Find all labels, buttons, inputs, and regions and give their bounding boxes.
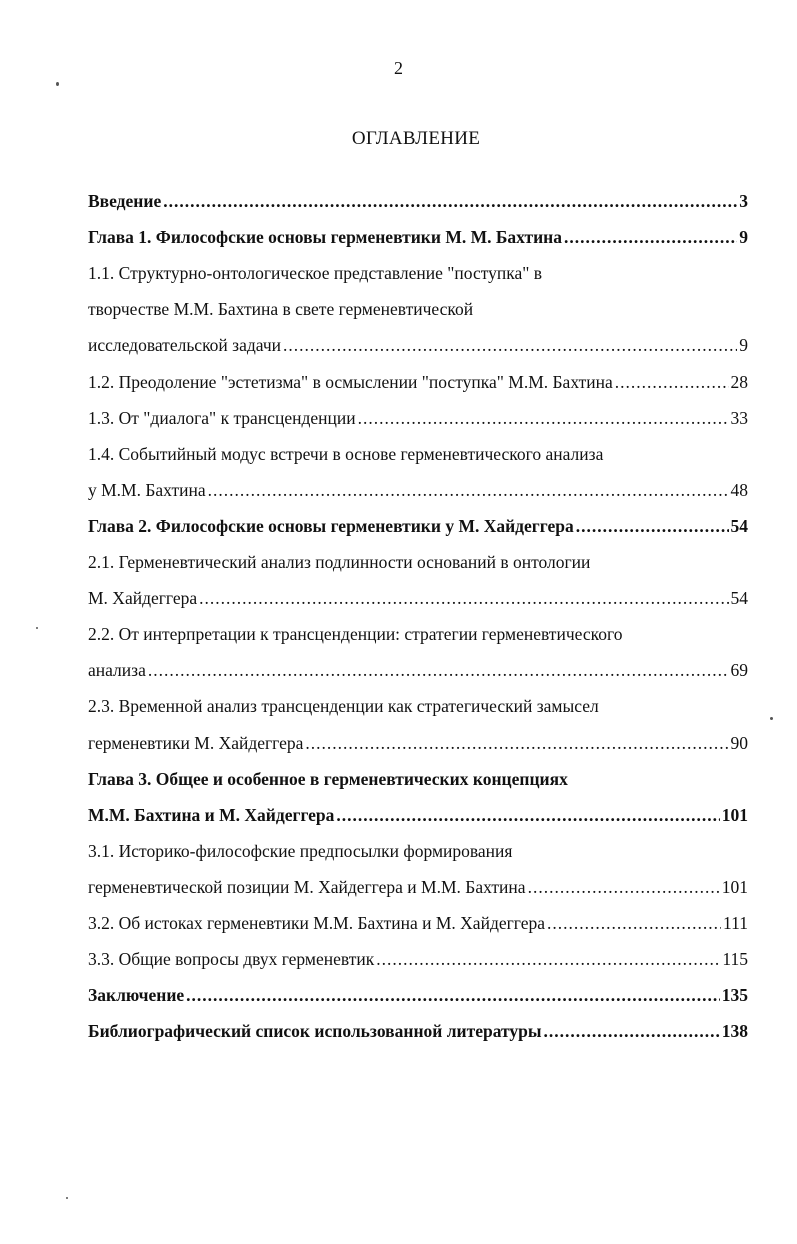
scan-speck xyxy=(66,1197,68,1199)
toc-entry-line xyxy=(88,948,748,970)
toc-entry-page: 3 xyxy=(739,191,748,211)
toc-entry-page: 33 xyxy=(730,407,748,428)
toc-leader-dots xyxy=(186,984,720,1006)
toc-entry-text: у М.М. Бахтина xyxy=(88,479,206,500)
toc-entry-page: 69 xyxy=(730,660,748,681)
toc-entry-line xyxy=(88,298,748,320)
toc-entry-line xyxy=(88,190,748,212)
toc-entry-text: М. Хайдеггера xyxy=(88,588,198,609)
scan-speck xyxy=(36,627,38,629)
toc-entry-line xyxy=(88,804,748,826)
toc-entry-page: 54 xyxy=(730,515,748,536)
toc-entry-page: 48 xyxy=(730,479,748,500)
toc-entry-text: исследовательской задачи xyxy=(88,335,281,356)
toc-entry-text: 3.3. Общие вопросы двух герменевтик xyxy=(88,949,375,970)
toc-leader-dots xyxy=(358,407,729,429)
toc-leader-dots xyxy=(564,226,737,248)
toc-entry-text: герменевтики М. Хайдеггера xyxy=(88,732,304,753)
toc-leader-dots xyxy=(528,876,720,898)
toc-entry-text: Библиографический список использованной литературы xyxy=(88,1021,542,1042)
toc-entry-text: 3.1. Историко-философские предпосылки формирования xyxy=(88,840,513,861)
toc-entry-text: Глава 1. Философские основы герменевтики М. М. Бахтина xyxy=(88,227,562,248)
scan-speck xyxy=(56,82,59,86)
toc-entry-page: 9 xyxy=(739,335,748,356)
toc-leader-dots xyxy=(544,1020,720,1042)
toc-leader-dots xyxy=(199,587,728,609)
toc-entry-line xyxy=(88,262,748,284)
toc-entry-text: 2.1. Герменевтический анализ подлинности оснований в онтологии xyxy=(88,552,591,572)
toc-entry-text: 3.2. Об истоках герменевтики М.М. Бахтина и М. Хайдеггера xyxy=(88,913,546,933)
toc-entry-text: 2.2. От интерпретации к трансценденции: стратегии герменевтического xyxy=(88,624,623,645)
toc-entry-page: 54 xyxy=(730,588,748,609)
scan-speck xyxy=(770,717,773,720)
toc-leader-dots xyxy=(208,479,729,501)
toc-entry-line xyxy=(88,695,748,717)
toc-entry-text: 2.3. Временной анализ трансценденции как стратегический замысел xyxy=(88,696,599,717)
toc-entry-page: 111 xyxy=(723,913,748,933)
toc-leader-dots xyxy=(547,912,721,934)
toc-leader-dots xyxy=(163,190,737,212)
toc-entry-line xyxy=(88,912,748,934)
toc-entry-line xyxy=(88,551,748,573)
toc-entry-page: 28 xyxy=(730,371,748,392)
toc-entry-text: 1.2. Преодоление "эстетизма" в осмыслении "поступка" М.М. Бахтина xyxy=(88,371,613,392)
toc-entry-line xyxy=(88,768,748,790)
toc-leader-dots xyxy=(148,659,729,681)
toc-entry-text: творчестве М.М. Бахтина в свете герменевтической xyxy=(88,299,474,320)
toc-leader-dots xyxy=(305,732,728,754)
toc-entry-line xyxy=(88,876,748,898)
toc-entry-line xyxy=(88,407,748,429)
toc-entry-text: 1.1. Структурно-онтологическое представление "поступка" в xyxy=(88,263,543,284)
toc-leader-dots xyxy=(615,371,729,393)
toc-entry-line xyxy=(88,587,748,609)
toc-entry-text: 1.4. Событийный модус встречи в основе герменевтического анализа xyxy=(88,443,604,464)
toc-entry-text: Глава 2. Философские основы герменевтики у М. Хайдеггера xyxy=(88,515,574,536)
toc-entry-text: М.М. Бахтина и М. Хайдеггера xyxy=(88,804,335,825)
toc-title: ОГЛАВЛЕНИЕ xyxy=(351,128,481,149)
toc-entry-line xyxy=(88,732,748,754)
toc-entry-line xyxy=(88,623,748,645)
toc-entry-line xyxy=(88,334,748,356)
toc-entry-text: Заключение xyxy=(88,985,185,1006)
toc-entry-page: 9 xyxy=(739,227,748,248)
toc-entry-text: Глава 3. Общее и особенное в герменевтических концепциях xyxy=(88,768,568,789)
toc-entry-text: анализа xyxy=(88,660,146,681)
toc-entry-line xyxy=(88,659,748,681)
toc-entry-page: 101 xyxy=(721,876,748,897)
page-number: 2 xyxy=(394,58,403,78)
toc-entry-page: 101 xyxy=(721,804,748,825)
toc-entry-text: Введение xyxy=(88,191,162,211)
toc-leader-dots xyxy=(336,804,719,826)
toc-entry-line xyxy=(88,443,748,465)
toc-entry-line xyxy=(88,479,748,501)
toc-entry-line xyxy=(88,226,748,248)
toc-leader-dots xyxy=(376,948,720,970)
toc-entry-page: 90 xyxy=(730,732,748,753)
toc-entry-text: герменевтической позиции М. Хайдеггера и М.М. Бахтина xyxy=(88,876,526,897)
toc-entry-line xyxy=(88,840,748,862)
toc-entry-text: 1.3. От "диалога" к трансценденции xyxy=(88,407,356,428)
toc-entry-page: 115 xyxy=(722,949,748,970)
toc-entry-page: 135 xyxy=(721,985,748,1006)
toc-entry-line xyxy=(88,371,748,393)
toc-entry-line xyxy=(88,515,748,537)
toc-leader-dots xyxy=(576,515,729,537)
toc-leader-dots xyxy=(283,334,737,356)
toc-entry-line xyxy=(88,984,748,1006)
toc-entry-line xyxy=(88,1020,748,1042)
toc-entry-page: 138 xyxy=(721,1021,748,1042)
